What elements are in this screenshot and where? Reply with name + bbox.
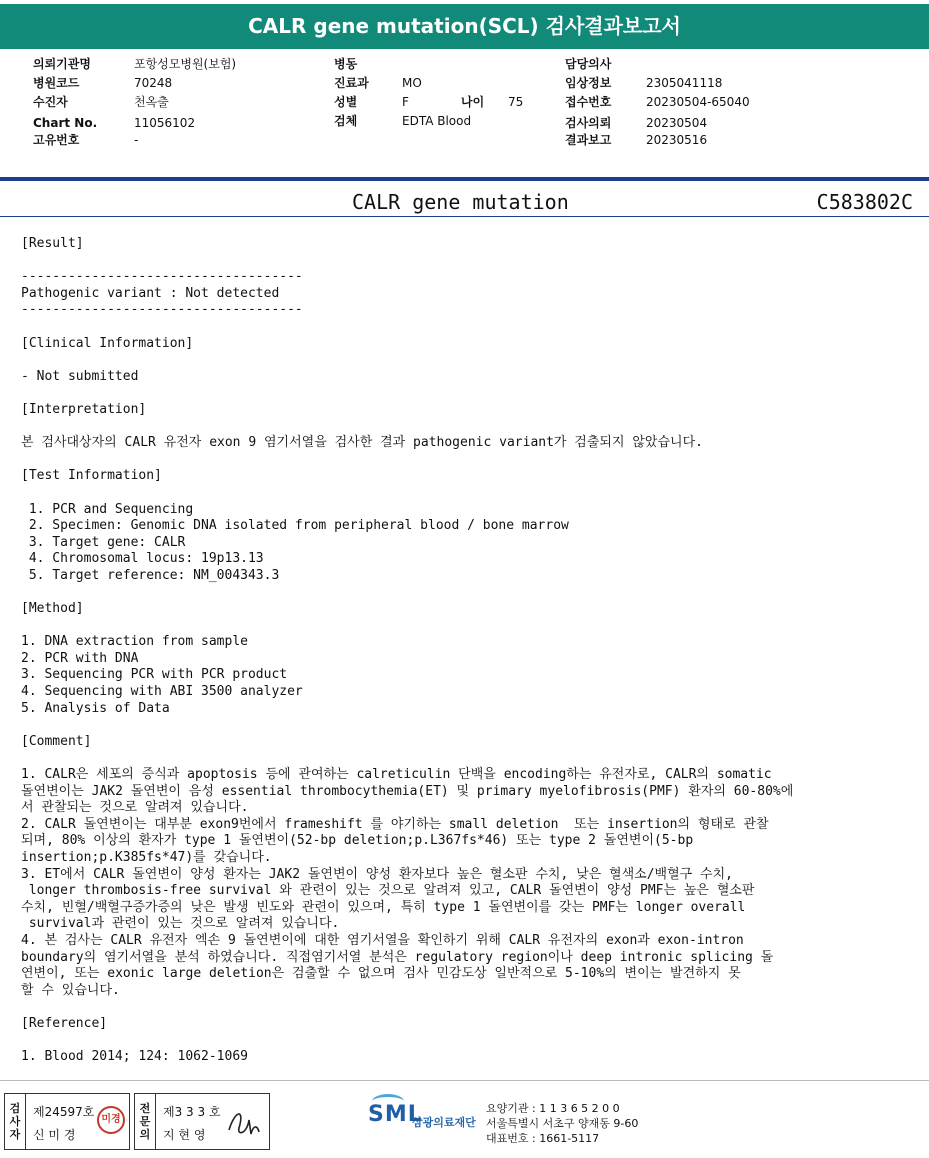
report-line (21, 999, 911, 1016)
report-line: longer thrombosis-free survival 와 관련이 있는 것으로 알려져 있고, CALR 돌연변이 양성 PMF는 높은 혈소판 (21, 883, 755, 899)
report-line: 4. 본 검사는 CALR 유전자 엑손 9 돌연변이에 대한 염기서열을 확인하기 위해 CALR 유전자의 exon과 exon-intron (21, 932, 744, 948)
info-value: - (134, 133, 139, 147)
info-value: 천옥출 (134, 95, 169, 109)
side-char: 검 (9, 1102, 21, 1115)
lab-info-line: 서울특별시 서초구 양재동 9-60 (486, 1117, 639, 1130)
test-name: CALR gene mutation (352, 190, 569, 214)
info-label: 접수번호 (565, 95, 612, 109)
logo-text: SML (368, 1102, 423, 1127)
report-line: [Test Information] (21, 468, 162, 484)
info-label: 진료과 (334, 76, 369, 90)
report-line (21, 1033, 911, 1050)
lab-name: 삼광의료재단 (412, 1116, 476, 1129)
physician-name: 지 현 영 (163, 1128, 206, 1142)
header-rule-thin (0, 216, 929, 217)
report-line: ------------------------------------ (21, 269, 303, 285)
side-char: 사 (9, 1115, 21, 1128)
report-line (21, 319, 911, 336)
lab-info-line: 대표번호 : 1661-5117 (486, 1132, 600, 1145)
header-rule (0, 177, 929, 181)
report-line: 연변이, 또는 exonic large deletion은 검출할 수 없으며 검사 민감도상 일반적으로 5-10%의 변이는 발견하지 못 (21, 966, 741, 982)
technologist-license: 제24597호 (33, 1105, 95, 1119)
report-line: Pathogenic variant : Not detected (21, 285, 280, 301)
report-line (21, 419, 911, 436)
report-line: [Result] (21, 236, 84, 251)
report-line: 2. CALR 돌연변이는 대부분 exon9번에서 frameshift 를 야기하는 small deletion 또는 insertion의 형태로 관찰 (21, 816, 769, 832)
info-label: 병원코드 (33, 76, 80, 90)
signature-box-technologist (4, 1093, 130, 1150)
info-label: 수진자 (33, 95, 68, 109)
info-label: 임상정보 (565, 76, 612, 90)
info-value: 70248 (134, 76, 173, 90)
age-value: 75 (508, 95, 524, 109)
test-code: C583802C (816, 190, 913, 214)
report-line: ------------------------------------ (21, 302, 303, 318)
report-line: 수치, 빈혈/백혈구증가증의 낮은 발생 빈도와 관련이 있으며, 특히 type 1 돌연변이를 갖는 PMF는 longer overall (21, 899, 746, 915)
info-label: 검사의뢰 (565, 116, 612, 130)
report-line: boundary의 염기서열을 분석 하였습니다. 직접염기서열 분석은 regulatory region이나 deep intronic splicing 돌 (21, 949, 774, 965)
side-char: 자 (9, 1128, 21, 1141)
physician-label (135, 1094, 156, 1149)
side-char: 전 (139, 1102, 151, 1115)
info-value: 20230516 (646, 133, 708, 147)
lab-info-line: 요양기관 : 1 1 3 6 5 2 0 0 (486, 1102, 620, 1115)
report-line: [Clinical Information] (21, 335, 194, 351)
report-line: 4. Sequencing with ABI 3500 analyzer (21, 684, 303, 700)
info-label: 검체 (334, 114, 358, 128)
age-label: 나이 (461, 95, 485, 109)
technologist-label (5, 1094, 26, 1149)
info-value: 포항성모병원(보험) (134, 57, 237, 71)
report-line: 할 수 있습니다. (21, 982, 120, 998)
info-value: 2305041118 (646, 76, 723, 90)
info-value: 20230504-65040 (646, 95, 750, 109)
info-value: 11056102 (134, 116, 196, 130)
report-line: 1. PCR and Sequencing (21, 501, 194, 517)
report-line: 3. Sequencing PCR with PCR product (21, 667, 288, 683)
info-value: MO (402, 76, 422, 90)
report-line (21, 385, 911, 402)
report-line: 5. Target reference: NM_004343.3 (21, 567, 280, 583)
report-line: 1. Blood 2014; 124: 1062-1069 (21, 1049, 248, 1065)
info-label: 의뢰기관명 (33, 57, 91, 71)
info-label: Chart No. (33, 116, 98, 130)
report-line: [Comment] (21, 733, 92, 749)
report-line (21, 452, 911, 469)
report-line (21, 253, 911, 270)
report-line: insertion;p.K385fs*47)를 갖습니다. (21, 849, 272, 865)
report-line: - Not submitted (21, 368, 139, 384)
report-line (21, 485, 911, 502)
info-value: F (402, 95, 409, 109)
report-line: 본 검사대상자의 CALR 유전자 exon 9 염기서열을 검사한 결과 pathogenic variant가 검출되지 않았습니다. (21, 435, 703, 451)
report-line: 1. CALR은 세포의 증식과 apoptosis 등에 관여하는 calreticulin 단백을 encoding하는 유전자로, CALR의 somatic (21, 767, 772, 782)
report-line (21, 618, 911, 635)
handwritten-signature (223, 1100, 265, 1142)
report-line: 1. DNA extraction from sample (21, 634, 248, 650)
info-label: 성별 (334, 95, 358, 109)
report-line: 돌연변이는 JAK2 돌연변이 음성 essential thrombocythemia(ET) 및 primary myelofibrosis(PMF) 환자의 60-80%에 (21, 783, 794, 799)
info-label: 결과보고 (565, 133, 612, 147)
report-line (21, 584, 911, 601)
lab-info (486, 1101, 638, 1146)
report-line: 2. Specimen: Genomic DNA isolated from peripheral blood / bone marrow (21, 518, 569, 534)
physician-license: 제3 3 3 호 (163, 1105, 221, 1119)
report-line: 되며, 80% 이상의 환자가 type 1 돌연변이(52-bp deletion;p.L367fs*46) 또는 type 2 돌연변이(5-bp (21, 833, 694, 849)
report-line: 3. ET에서 CALR 돌연변이 양성 환자는 JAK2 돌연변이 양성 환자보다 높은 혈소판 수치, 낮은 혈색소/백혈구 수치, (21, 866, 734, 882)
report-line: 서 관찰되는 것으로 알려져 있습니다. (21, 800, 249, 816)
logo-arc-icon (372, 1094, 404, 1109)
seal-stamp: 미경 (97, 1106, 125, 1134)
side-char: 의 (139, 1128, 151, 1141)
report-title: CALR gene mutation(SCL) 검사결과보고서 (0, 4, 929, 49)
report-body (21, 236, 911, 1066)
side-char: 문 (139, 1115, 151, 1128)
report-line (21, 352, 911, 369)
info-label: 고유번호 (33, 133, 80, 147)
footer-divider (0, 1080, 929, 1081)
info-label: 담당의사 (565, 57, 612, 71)
report-line: 2. PCR with DNA (21, 650, 139, 666)
report-line (21, 717, 911, 734)
signature-box-physician (134, 1093, 270, 1150)
report-line: 4. Chromosomal locus: 19p13.13 (21, 551, 264, 567)
info-value: 20230504 (646, 116, 708, 130)
info-value: EDTA Blood (402, 114, 472, 128)
report-line: survival과 관련이 있는 것으로 알려져 있습니다. (21, 916, 340, 932)
info-label: 병동 (334, 57, 358, 71)
report-line: [Method] (21, 601, 84, 617)
report-line: [Reference] (21, 1015, 108, 1031)
report-line: 3. Target gene: CALR (21, 534, 186, 550)
report-line: [Interpretation] (21, 401, 147, 417)
report-line (21, 750, 911, 767)
technologist-name: 신 미 경 (33, 1128, 76, 1142)
report-line: 5. Analysis of Data (21, 700, 170, 716)
